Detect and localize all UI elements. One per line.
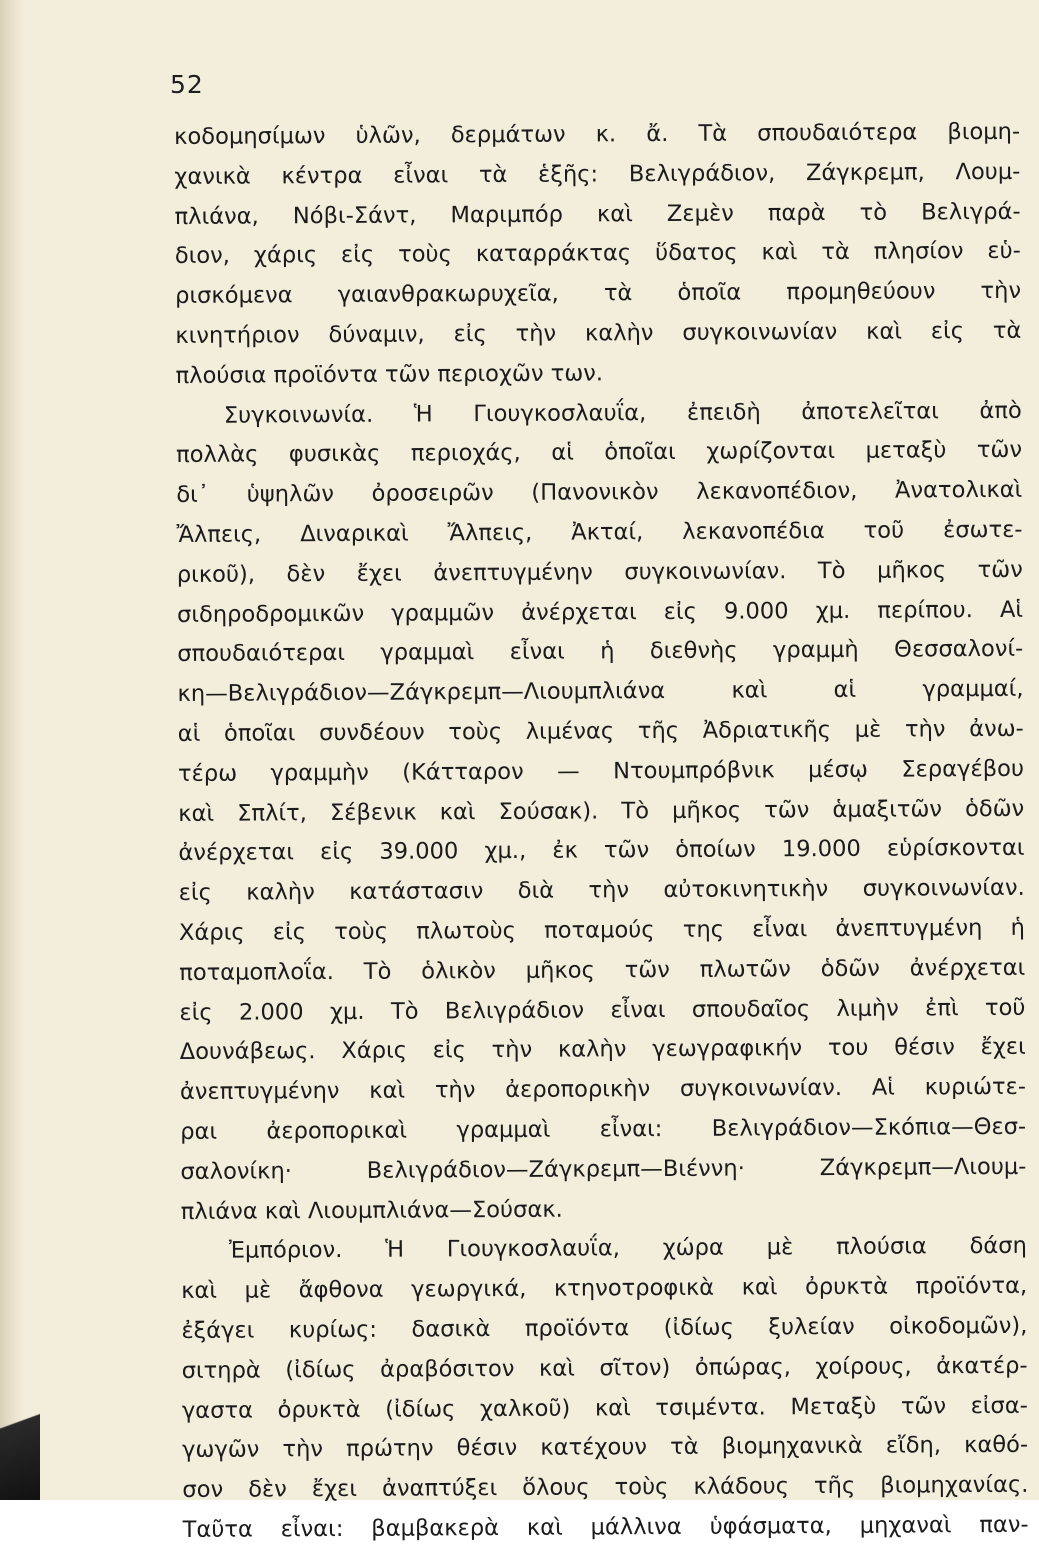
text-line: Συγκοινωνία. Ἡ Γιουγκοσλαυΐα, ἐπειδὴ ἀποτελεῖται ἀπὸ [223,397,1022,429]
text-line: ρικοῦ), δὲν ἔχει ἀνεπτυγμένην συγκοινωνίαν. Τὸ μῆκος τῶν [176,556,1023,588]
page-corner-shadow [0,1370,40,1500]
text-line: πλιάνα, Νόβι-Σάντ, Μαριμπόρ καὶ Ζεμὲν παρὰ τὸ Βελιγρά- [174,198,1021,230]
text-line: κοδομησίμων ὑλῶν, δερμάτων κ. ἄ. Τὰ σπουδαιότερα βιομη- [174,118,1021,150]
text-line: ρισκόμενα γαιανθρακωρυχεῖα, τὰ ὁποῖα προμηθεύουν τὴν [175,278,1022,310]
text-line: πλιάνα καὶ Λιουμπλιάνα—Σούσακ. [180,1196,563,1225]
text-line: καὶ Σπλίτ, Σέβενικ καὶ Σούσακ). Τὸ μῆκος τῶν ἁμαξιτῶν ὁδῶν [178,795,1025,827]
text-line: Χάρις εἰς τοὺς πλωτοὺς ποταμούς της εἶναι ἀνεπτυγμένη ἡ [178,914,1026,946]
text-line: γαστα ὀρυκτὰ (ἰδίως χαλκοῦ) καὶ τσιμέντα. Μεταξὺ τῶν εἰσα- [181,1392,1028,1424]
text-line: ποταμοπλοΐα. Τὸ ὁλικὸν μῆκος τῶν πλωτῶν ὁδῶν ἀνέρχεται [179,954,1026,986]
text-line: ραι ἀεροπορικαὶ γραμμαὶ εἶναι: Βελιγράδιον—Σκόπια—Θεσ- [180,1113,1027,1145]
text-line: ἐξάγει κυρίως: δασικὰ προϊόντα (ἰδίως ξυλείαν οἰκοδομῶν), [181,1312,1028,1344]
text-line: σιτηρὰ (ἰδίως ἀραβόσιτον καὶ σῖτον) ὀπώρας, χοίρους, ἀκατέρ- [181,1352,1028,1384]
text-line: χανικὰ κέντρα εἶναι τὰ ἑξῆς: Βελιγράδιον, Ζάγκρεμπ, Λουμ- [174,158,1021,190]
text-line: σον δὲν ἔχει ἀναπτύξει ὅλους τοὺς κλάδους τῆς βιομηχανίας. [182,1471,1029,1504]
text-line: δι᾽ ὑψηλῶν ὀροσειρῶν (Πανονικὸν λεκανοπέδιον, Ἀνατολικαὶ [176,476,1023,509]
text-line: πολλὰς φυσικὰς περιοχάς, αἱ ὁποῖαι χωρίζονται μεταξὺ τῶν [175,437,1023,469]
text-line: διον, χάρις εἰς τοὺς καταρράκτας ὕδατος καὶ τὰ πλησίον εὑ- [174,238,1021,270]
text-line: σαλονίκη· Βελιγράδιον—Ζάγκρεμπ—Βιέννη· Ζάγκρεμπ—Λιουμ- [180,1153,1027,1185]
text-line: κη—Βελιγράδιον—Ζάγκρεμπ—Λιουμπλιάνα καὶ αἱ γραμμαί, [177,675,1024,708]
text-line: πλούσια προϊόντα τῶν περιοχῶν των. [175,360,604,389]
text-line: τέρω γραμμὴν (Κάτταρον — Ντουμπρόβνικ μέσῳ Σεραγέβου [177,755,1025,787]
text-line: Δουνάβεως. Χάρις εἰς τὴν καλὴν γεωγραφικήν του θέσιν ἔχει [179,1034,1026,1066]
text-line: κινητήριον δύναμιν, εἰς τὴν καλὴν συγκοινωνίαν καὶ εἰς τὰ [175,317,1022,349]
text-line: σιδηροδρομικῶν γραμμῶν ἀνέρχεται εἰς 9.000 χμ. περίπου. Αἱ [176,596,1024,628]
text-line: ἀνέρχεται εἰς 39.000 χμ., ἐκ τῶν ὁποίων 19.000 εὑρίσκονται [178,835,1025,867]
text-line: καὶ μὲ ἄφθονα γεωργικά, κτηνοτροφικὰ καὶ ὀρυκτὰ προϊόντα, [181,1272,1028,1305]
text-line: εἰς 2.000 χμ. Τὸ Βελιγράδιον εἶναι σπουδαῖος λιμὴν ἐπὶ τοῦ [179,994,1026,1026]
text-line: Ταῦτα εἶναι: βαμβακερὰ καὶ μάλλινα ὑφάσματα, μηχαναὶ παν- [182,1511,1029,1543]
page-edge-shadow [0,0,26,1500]
text-line: Ἐμπόριον. Ἡ Γιουγκοσλαυΐα, χώρα μὲ πλούσια δάση [228,1233,1027,1264]
text-line: Ἄλπεις, Διναρικαὶ Ἄλπεις, Ἀκταί, λεκανοπέδια τοῦ ἐσωτε- [176,516,1023,548]
text-line: γωγῶν τὴν πρώτην θέσιν κατέχουν τὰ βιομηχανικὰ εἴδη, καθό- [182,1432,1029,1464]
body-text [174,113,1029,1551]
text-line: ἀνεπτυγμένην καὶ τὴν ἀεροπορικὴν συγκοινωνίαν. Αἱ κυριώτε- [179,1073,1027,1106]
page-number: 52 [170,70,204,99]
text-line: εἰς καλὴν κατάστασιν διὰ τὴν αὐτοκινητικὴν συγκοινωνίαν. [178,874,1025,907]
text-line: σπουδαιότεραι γραμμαὶ εἶναι ἡ διεθνὴς γραμμὴ Θεσσαλονί- [177,636,1024,668]
text-line: αἱ ὁποῖαι συνδέουν τοὺς λιμένας τῆς Ἀδριατικῆς μὲ τὴν ἀνω- [177,715,1024,747]
